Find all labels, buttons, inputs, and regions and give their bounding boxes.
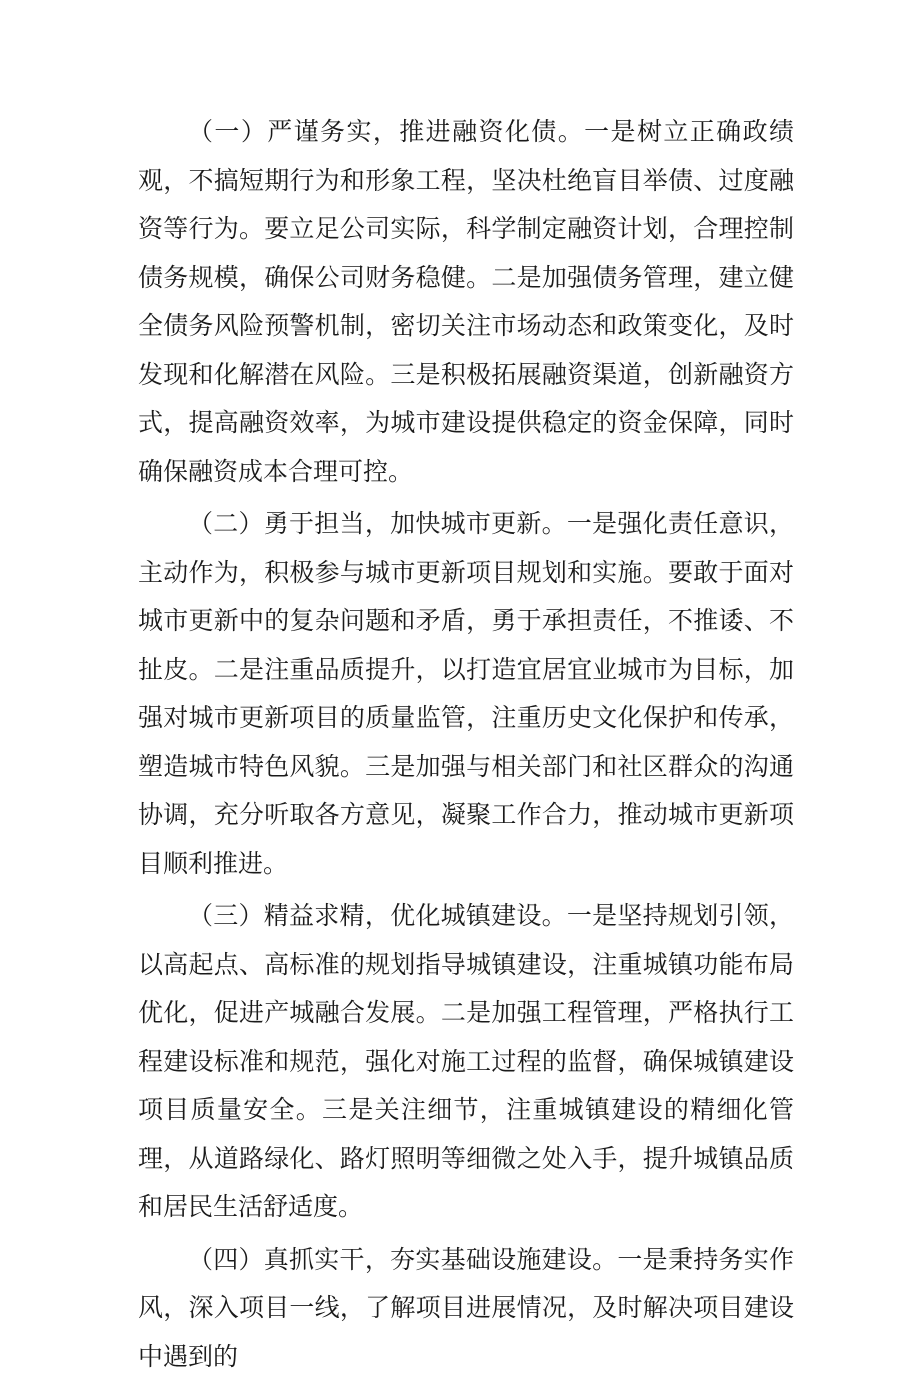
paragraph-financing-debt: （一）严谨务实，推进融资化债。一是树立正确政绩观，不搞短期行为和形象工程，坚决杜绝盲目举债、过度融资等行为。要立足公司实际，科学制定融资计划，合理控制债务规模，确保公司财务稳健。二是加强债务管理，建立健全债务风险预警机制，密切关注市场动态和政策变化，及时发现和化解潜在风险。三是积极拓展融资渠道，创新融资方式，提高融资效率，为城市建设提供稳定的资金保障，同时确保融资成本合理可控。 bbox=[138, 117, 794, 486]
document-body bbox=[138, 108, 794, 1385]
paragraph-town-construction: （三）精益求精，优化城镇建设。一是坚持规划引领，以高起点、高标准的规划指导城镇建设，注重城镇功能布局优化，促进产城融合发展。二是加强工程管理，严格执行工程建设标准和规范，强化对施工过程的监督，确保城镇建设项目质量安全。三是关注细节，注重城镇建设的精细化管理，从道路绿化、路灯照明等细微之处入手，提升城镇品质和居民生活舒适度。 bbox=[138, 901, 794, 1221]
paragraph-infrastructure: （四）真抓实干，夯实基础设施建设。一是秉持务实作风，深入项目一线，了解项目进展情况，及时解决项目建设中遇到的 bbox=[138, 1244, 794, 1371]
paragraph-urban-renewal: （二）勇于担当，加快城市更新。一是强化责任意识，主动作为，积极参与城市更新项目规划和实施。要敢于面对城市更新中的复杂问题和矛盾，勇于承担责任，不推诿、不扯皮。二是注重品质提升，以打造宜居宜业城市为目标，加强对城市更新项目的质量监管，注重历史文化保护和传承，塑造城市特色风貌。三是加强与相关部门和社区群众的沟通协调，充分听取各方意见，凝聚工作合力，推动城市更新项目顺利推进。 bbox=[138, 509, 794, 878]
